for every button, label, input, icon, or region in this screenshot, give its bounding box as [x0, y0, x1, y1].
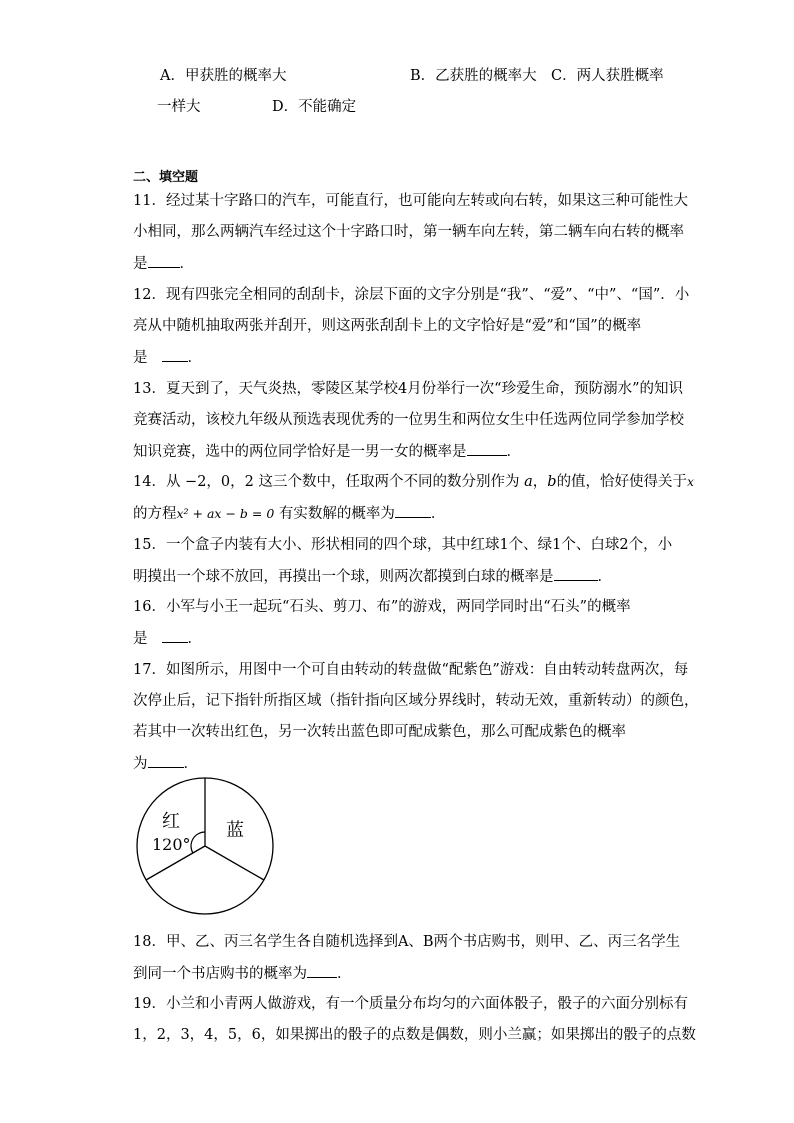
q13-period: ．	[506, 444, 521, 460]
q19-line1: 19．小兰和小青两人做游戏，有一个质量分布均匀的六面体骰子，骰子的六面分别标有	[133, 996, 688, 1012]
q18-line1: 18．甲、乙、丙三名学生各自随机选择到A、B两个书店购书，则甲、乙、丙三名学生	[133, 934, 681, 950]
q12-line3	[133, 347, 202, 368]
q16-line2	[133, 628, 202, 649]
q14-text: 14．从 −2，0，2 这三个数中，任取两个不同的数分别作为	[133, 474, 520, 490]
q11-line2: 小相同，那么两辆汽车经过这个十字路口时，第一辆车向左转，第二辆车向右转的概率	[133, 224, 684, 240]
q12-line2: 亮从中随机抽取两张并刮开，则这两张刮刮卡上的文字恰好是“爱”和“国”的概率	[133, 318, 642, 334]
option-c: C．两人获胜概率	[551, 68, 664, 84]
q17-line1: 17．如图所示，用图中一个可自由转动的转盘做“配紫色”游戏：自由转动转盘两次，每	[133, 662, 689, 678]
angle-label: 120°	[152, 835, 191, 854]
q11-period: ．	[179, 256, 194, 272]
q12-period: ．	[187, 350, 202, 366]
q16-prefix: 是	[133, 631, 148, 647]
option-a: A．甲获胜的概率大	[160, 68, 287, 84]
q12-answer-blank[interactable]	[162, 347, 188, 362]
q14-line2	[133, 503, 445, 524]
option-b: B．乙获胜的概率大	[410, 68, 537, 84]
q14-line1	[133, 472, 694, 492]
q14-suffix: 有实数解的概率为	[278, 506, 395, 522]
q19-line2: 1，2，3，4，5，6，如果掷出的骰子的点数是偶数，则小兰赢；如果掷出的骰子的点数	[133, 1027, 696, 1043]
q18-period: ．	[337, 966, 352, 982]
blue-region-label: 蓝	[226, 820, 244, 841]
q18-line2	[133, 963, 352, 984]
q13-line3	[133, 441, 521, 462]
q14-answer-blank[interactable]	[395, 503, 431, 518]
q14-var-b: b	[547, 474, 557, 490]
q15-period: ．	[597, 569, 612, 585]
q14-sep: ，	[532, 474, 548, 490]
q14-equation: x² + ax − b = 0	[176, 506, 275, 521]
q17-line2: 次停止后，记下指针所指区域（指针指向区域分界线时，转动无效，重新转动）的颜色，	[133, 693, 699, 709]
q17-prefix: 为	[133, 756, 148, 772]
q15-line1: 15．一个盒子内装有大小、形状相同的四个球，其中红球1个、绿1个、白球2个，小	[133, 537, 673, 553]
option-c-continued: 一样大	[157, 99, 201, 115]
q17-line4	[133, 753, 198, 774]
q15-answer-blank[interactable]	[554, 566, 598, 581]
spinner-figure	[130, 776, 280, 916]
q14-text-end: 的值，恰好使得关于	[556, 474, 688, 490]
q16-period: ．	[187, 631, 202, 647]
q12-line1: 12．现有四张完全相同的刮刮卡，涂层下面的文字分别是“我”、“爱”、“中”、“国”．小	[133, 287, 690, 303]
q18-prefix: 到同一个书店购书的概率为	[133, 966, 307, 982]
q15-prefix: 明摸出一个球不放回，再摸出一个球，则两次都摸到白球的概率是	[133, 569, 554, 585]
red-region-label: 红	[162, 811, 180, 832]
option-d: D．不能确定	[272, 99, 357, 115]
q16-answer-blank[interactable]	[162, 628, 188, 643]
q15-line2	[133, 566, 612, 587]
q13-prefix: 知识竞赛，选中的两位同学恰好是一男一女的概率是	[133, 444, 467, 460]
q11-line1: 11．经过某十字路口的汽车，可能直行，也可能向左转或向右转，如果这三种可能性大	[133, 193, 688, 209]
q13-answer-blank[interactable]	[467, 441, 507, 456]
q17-line3: 若其中一次转出红色，另一次转出蓝色即可配成紫色，那么可配成紫色的概率	[133, 724, 626, 740]
q14-var-x: x	[687, 475, 694, 489]
q11-answer-blank[interactable]	[148, 253, 180, 268]
section-title: 二、填空题	[133, 170, 199, 185]
q14-period: ．	[430, 506, 446, 522]
spinner-divider-right	[205, 846, 264, 880]
q11-prefix: 是	[133, 256, 148, 272]
q14-prefix: 的方程	[133, 506, 177, 522]
q17-period: ．	[183, 756, 198, 772]
q11-line3	[133, 253, 194, 274]
q14-var-a: a	[524, 474, 533, 490]
q16-line1: 16．小军与小王一起玩“石头、剪刀、布”的游戏，两同学同时出“石头”的概率	[133, 599, 631, 615]
q12-prefix: 是	[133, 350, 148, 366]
q13-line2: 竞赛活动，该校九年级从预选表现优秀的一位男生和两位女生中任选两位同学参加学校	[133, 412, 684, 428]
q18-answer-blank[interactable]	[307, 963, 337, 978]
q17-answer-blank[interactable]	[148, 753, 184, 768]
q13-line1: 13．夏天到了，天气炎热，零陵区某学校4月份举行一次“珍爱生命，预防溺水”的知识	[133, 381, 683, 397]
